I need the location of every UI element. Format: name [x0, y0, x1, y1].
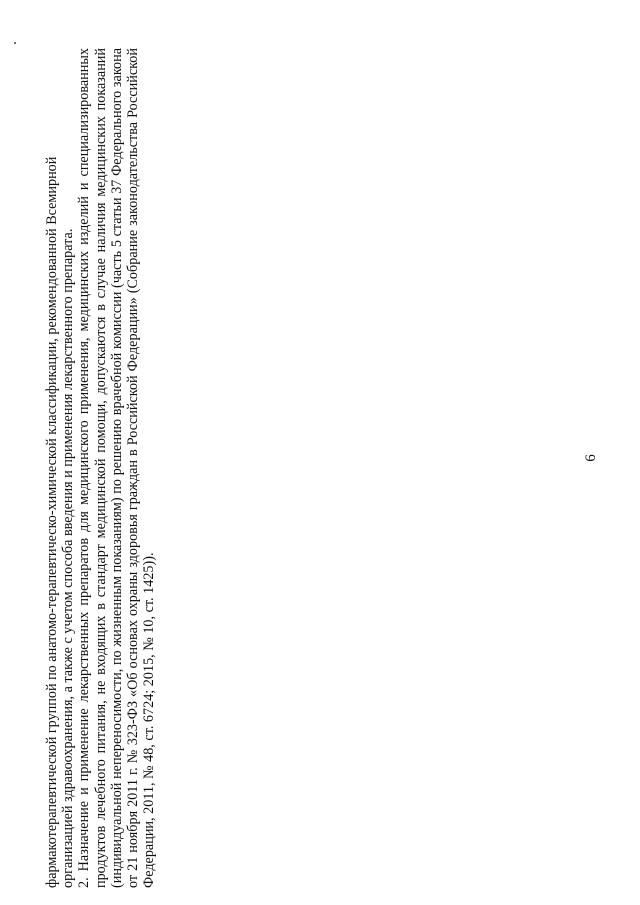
- document-body: [44, 48, 157, 888]
- page-number: 6: [583, 454, 599, 462]
- paragraph-1-line-1: фармакотерапевтической группой по анатомо-терапевтическо-химической классификации, рекомендованной Всемирной: [44, 156, 60, 888]
- scan-speck: [14, 42, 16, 44]
- paragraph-2: 2. Назначение и применение лекарственных препаратов для медицинского применения, медицинских изделий и специализированных продуктов лечебного питания, не входящих в стандарт медицинской помощи, допускаются в случае наличия медицинских показаний (индивидуальной непереносимости, по жизненным показаниям) по решению врачебной комиссии (часть 5 статьи 37 Федерального закона от 21 ноября 2011 г. № 323-ФЗ «Об основах охраны здоровья граждан в Российской Федерации» (Собрание законодательства Российской Федерации, 2011, № 48, ст. 6724; 2015, № 10, ст. 1425)).: [76, 48, 158, 888]
- paragraph-1-line-2: организацией здравоохранения, а также с учетом способа введения и применения лекарственного препарата.: [60, 228, 77, 888]
